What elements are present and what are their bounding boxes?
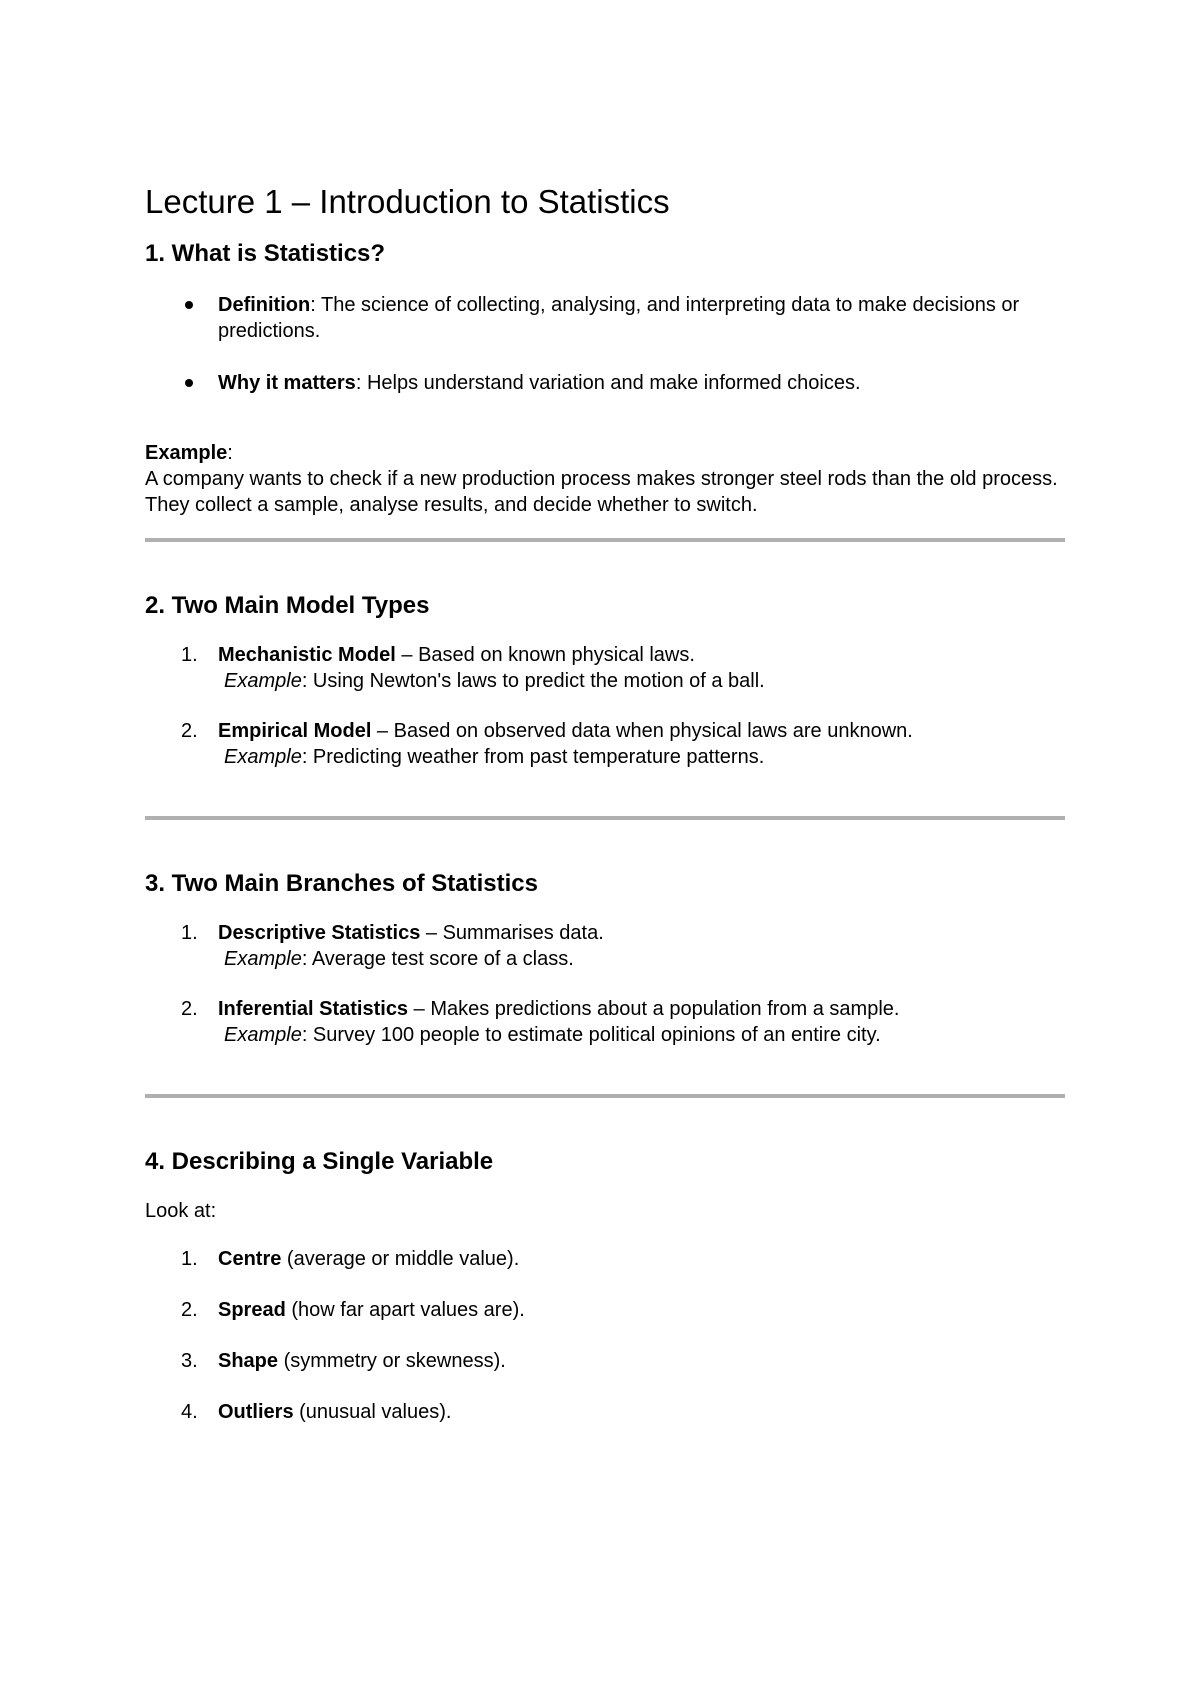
- term-description: Summarises data.: [442, 922, 604, 944]
- example-text: : Average test score of a class.: [301, 948, 574, 970]
- term-label: Mechanistic Model: [218, 644, 396, 666]
- section-heading-branches: 3. Two Main Branches of Statistics: [145, 870, 538, 897]
- term-description: Helps understand variation and make informed choices.: [366, 372, 861, 394]
- list-number: 1.: [181, 644, 198, 666]
- separator: –: [420, 922, 443, 944]
- term-label: Outliers: [218, 1401, 294, 1423]
- list-item-empirical-model: [145, 718, 1065, 770]
- separator: –: [395, 644, 419, 666]
- term-label: Definition: [218, 294, 311, 316]
- list-item-definition: [145, 292, 1065, 344]
- term-description: Makes predictions about a population from a sample.: [430, 998, 900, 1020]
- separator: :: [310, 294, 321, 316]
- example-text: A company wants to check if a new production process makes stronger steel rods than the old process. They collect a sample, analyse results, and decide whether to switch.: [145, 468, 1058, 516]
- list-item-outliers: [145, 1399, 1065, 1425]
- term-label: Descriptive Statistics: [218, 922, 421, 944]
- model-types-list: [145, 642, 1065, 770]
- section-heading-model-types: 2. Two Main Model Types: [145, 592, 430, 619]
- separator: :: [355, 372, 367, 394]
- list-number: 4.: [181, 1401, 198, 1423]
- separator: –: [371, 720, 394, 742]
- term-description: (symmetry or skewness).: [278, 1350, 506, 1372]
- list-item-inferential-statistics: [145, 996, 1065, 1048]
- list-number: 1.: [181, 922, 198, 944]
- list-item-descriptive-statistics: [145, 920, 1065, 972]
- list-item-mechanistic-model: [145, 642, 1065, 694]
- example-block: [145, 440, 1065, 518]
- example-text: : Using Newton's laws to predict the motion of a ball.: [301, 670, 765, 692]
- term-description: (average or middle value).: [281, 1248, 520, 1270]
- example-line: [218, 946, 1065, 972]
- example-label: Example: [145, 442, 228, 464]
- term-description: Based on observed data when physical laws are unknown.: [393, 720, 913, 742]
- branches-list: [145, 920, 1065, 1048]
- term-label: Spread: [218, 1299, 286, 1321]
- section-intro: Look at:: [145, 1200, 217, 1222]
- page-title: Lecture 1 – Introduction to Statistics: [145, 183, 670, 220]
- example-text: : Predicting weather from past temperature patterns.: [301, 746, 765, 768]
- term-label: Empirical Model: [218, 720, 372, 742]
- example-label: Example: [224, 670, 302, 692]
- term-label: Centre: [218, 1248, 282, 1270]
- list-number: 2.: [181, 1299, 198, 1321]
- section-divider: [145, 1094, 1065, 1098]
- list-item-why-it-matters: [145, 370, 1065, 396]
- example-label: Example: [224, 1024, 302, 1046]
- term-description: (how far apart values are).: [285, 1299, 525, 1321]
- example-label: Example: [224, 746, 302, 768]
- bullet-icon: [185, 379, 193, 387]
- single-variable-list: [145, 1246, 1065, 1425]
- term-description: (unusual values).: [293, 1401, 452, 1423]
- term-label: Shape: [218, 1350, 279, 1372]
- section-heading-what-is-statistics: 1. What is Statistics?: [145, 240, 386, 267]
- section-divider: [145, 816, 1065, 820]
- separator: –: [408, 998, 431, 1020]
- term-label: Inferential Statistics: [218, 998, 409, 1020]
- list-number: 2.: [181, 720, 198, 742]
- list-item-shape: [145, 1348, 1065, 1374]
- example-line: [218, 668, 1065, 694]
- separator: :: [227, 442, 233, 464]
- definition-list: [145, 292, 1065, 396]
- example-line: [218, 744, 1065, 770]
- list-number: 3.: [181, 1350, 198, 1372]
- term-description: The science of collecting, analysing, and interpreting data to make decisions or predictions.: [218, 294, 1020, 342]
- example-text: : Survey 100 people to estimate political opinions of an entire city.: [301, 1024, 881, 1046]
- list-number: 2.: [181, 998, 198, 1020]
- section-divider: [145, 538, 1065, 542]
- list-number: 1.: [181, 1248, 198, 1270]
- term-description: Based on known physical laws.: [418, 644, 695, 666]
- section-heading-single-variable: 4. Describing a Single Variable: [145, 1148, 494, 1175]
- bullet-icon: [185, 301, 193, 309]
- list-item-centre: [145, 1246, 1065, 1272]
- term-label: Why it matters: [218, 372, 356, 394]
- example-line: [218, 1022, 1065, 1048]
- example-label: Example: [224, 948, 302, 970]
- document-body: [145, 180, 1065, 1425]
- list-item-spread: [145, 1297, 1065, 1323]
